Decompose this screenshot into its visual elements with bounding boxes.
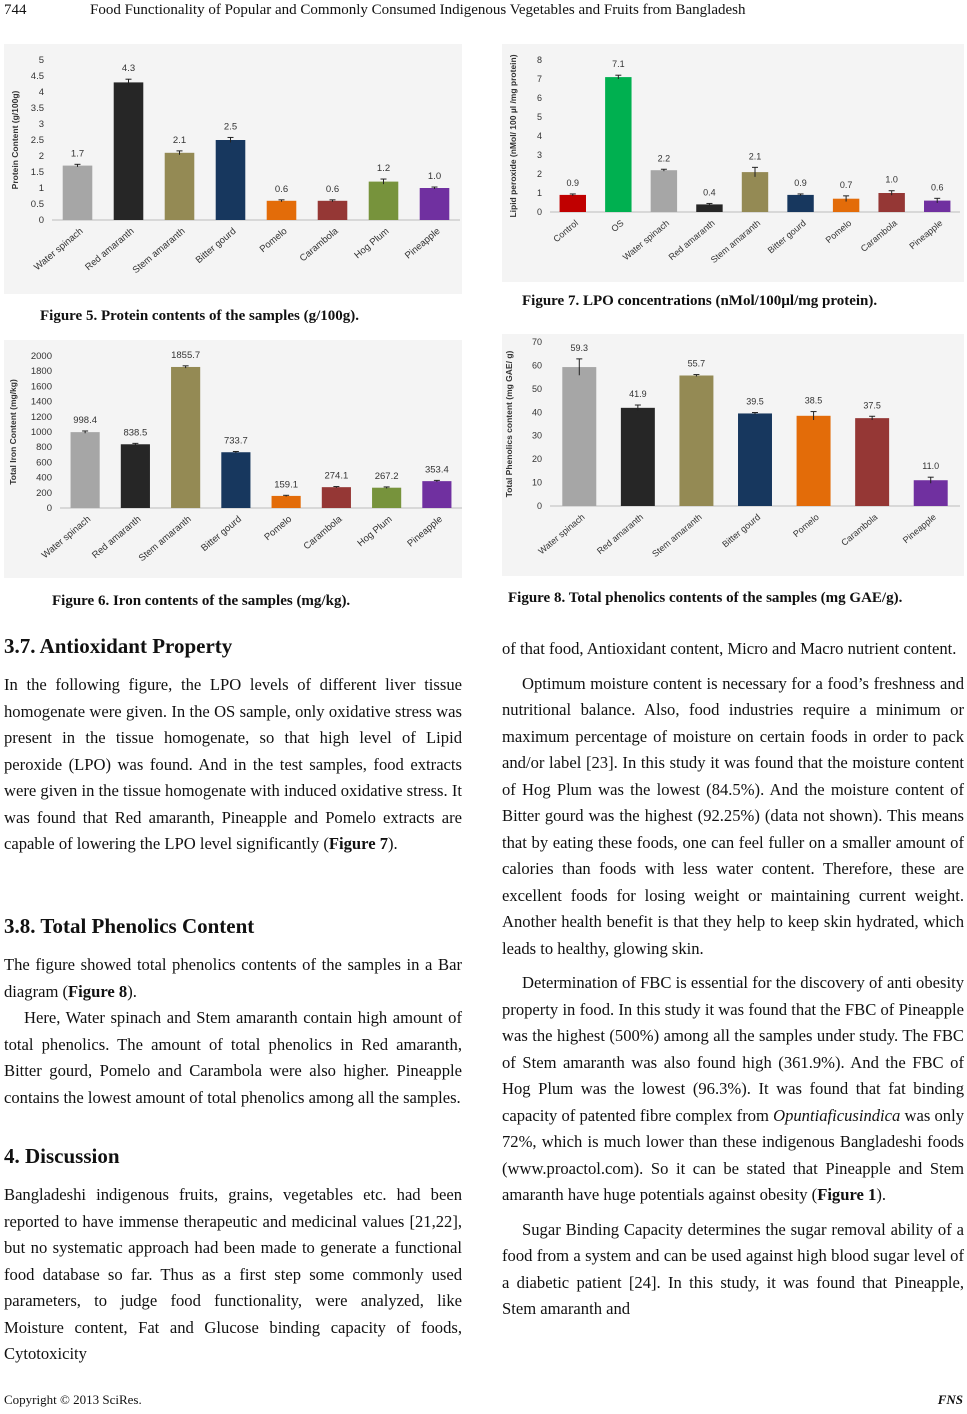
figure-8-chart [502, 334, 964, 576]
data-label: 0.6 [325, 183, 340, 195]
category-label: Red amaranth [666, 217, 717, 263]
data-label: 2.2 [657, 153, 671, 164]
section-3-7-heading: 3.7. Antioxidant Property [4, 634, 233, 658]
bar [372, 488, 401, 508]
bar [171, 367, 200, 508]
data-label: 0.4 [703, 187, 716, 198]
figure-6-caption: Figure 6. Iron contents of the samples (mg/kg). [52, 593, 351, 609]
y-tick-label: 1400 [30, 396, 52, 408]
data-label: 37.5 [863, 400, 881, 411]
y-tick-label: 0 [38, 215, 44, 226]
bar [914, 480, 948, 506]
data-label: 274.1 [324, 470, 349, 482]
data-label: 838.5 [123, 427, 148, 439]
paragraph: Sugar Binding Capacity determines the sugar removal ability of a food from a system and can be used against high blood sugar level of a diabetic patient [24]. In this study, it was found that Pineapple, Stem amaranth and [502, 1219, 964, 1318]
bar [422, 481, 451, 508]
y-axis-title: Total Phenolics content (mg GAE/ g) [504, 350, 514, 498]
bar [679, 376, 713, 506]
y-tick-label: 1600 [30, 381, 52, 393]
category-label: OS [609, 217, 626, 234]
section-3-8-body [4, 952, 462, 1111]
bar [63, 166, 93, 220]
section-3-7-body [4, 672, 462, 858]
data-label: 1.0 [885, 174, 898, 185]
category-label: Carambola [839, 511, 880, 548]
paragraph: of that food, Antioxidant content, Micro and Macro nutrient content. [502, 639, 957, 658]
species-name: Opuntiaficusindica [773, 1105, 901, 1125]
bar [562, 367, 596, 506]
category-label: Pomelo [262, 513, 295, 544]
journal-abbrev: FNS [937, 1392, 963, 1407]
bar [165, 153, 195, 220]
data-label: 11.0 [922, 461, 940, 472]
y-tick-label: 2000 [30, 351, 52, 362]
y-tick-label: 20 [531, 454, 542, 465]
y-tick-label: 10 [531, 477, 542, 488]
figure-7-ref: Figure 7 [328, 834, 389, 853]
bar [121, 444, 150, 508]
figure-7-svg [502, 44, 964, 282]
y-tick-label: 2.5 [30, 135, 44, 146]
category-label: Carambola [301, 513, 345, 553]
category-label: Bitter gourd [720, 511, 763, 550]
category-label: Stem amaranth [136, 513, 194, 565]
y-tick-label: 4 [536, 131, 542, 141]
data-label: 1.7 [70, 148, 85, 160]
bar [696, 204, 722, 212]
data-label: 4.3 [121, 63, 136, 75]
y-tick-label: 3 [38, 119, 44, 130]
y-tick-label: 2 [536, 169, 542, 179]
data-label: 0.7 [839, 179, 853, 190]
category-label: Pomelo [823, 217, 854, 246]
category-label: Carambola [858, 217, 899, 254]
figure-7-chart [502, 44, 964, 282]
data-label: 1855.7 [171, 349, 201, 361]
category-label: Pomelo [257, 225, 290, 256]
data-label: 1.0 [427, 171, 442, 183]
bar [221, 452, 250, 508]
bar [878, 193, 904, 212]
bar [420, 188, 450, 220]
category-label: Control [551, 217, 581, 245]
y-tick-label: 3 [536, 150, 542, 160]
figure-5-svg [4, 44, 462, 294]
bar [114, 82, 144, 220]
data-label: 998.4 [73, 414, 98, 426]
bar [216, 140, 246, 220]
y-tick-label: 30 [531, 430, 542, 441]
category-label: Water spinach [39, 513, 94, 562]
y-tick-label: 1200 [30, 411, 52, 423]
y-axis-title: Lipid peroxide (nMol/ 100 µl /mg protein) [508, 54, 518, 218]
bar [560, 195, 586, 212]
category-label: Water spinach [32, 225, 86, 274]
y-tick-label: 4 [38, 87, 44, 98]
bar [605, 77, 631, 212]
category-label: Red amaranth [90, 513, 144, 561]
data-label: 1.2 [376, 163, 391, 175]
data-label: 2.1 [748, 151, 762, 162]
y-tick-label: 1 [38, 183, 44, 194]
y-tick-label: 1000 [30, 427, 52, 438]
figure-8-ref: Figure 8 [68, 981, 128, 1001]
category-label: Stem amaranth [130, 225, 188, 277]
bar [742, 172, 768, 212]
y-tick-label: 60 [531, 360, 542, 371]
section-3-8-heading: 3.8. Total Phenolics Content [4, 914, 255, 938]
y-tick-label: 6 [536, 93, 542, 103]
data-label: 55.7 [687, 358, 706, 369]
bar [651, 170, 677, 212]
paragraph: Optimum moisture content is necessary for a food’s freshness and nutritional balance. Also, food industries require a minimum or maximum percentage of moisture on certain foods in order to pack and/or label [23]. In this study it was found that the moisture content of Hog Plum was the lowest (84.5%). And the moisture content of Bitter gourd was the highest (92.25%) (data not shown). This means that by eating these foods, one can feel fuller on a smaller amount of calories than foods with less water content. Therefore, these are excellent foods for losing weight or maintaining current weight. Another health benefit is that they help to keep skin hydrated, which leads to healthy, glowing skin. [502, 673, 964, 958]
right-column-body [502, 636, 964, 1323]
bar [797, 416, 831, 506]
section-4-body [4, 1182, 462, 1368]
y-tick-label: 0.5 [30, 199, 44, 210]
paragraph: Here, Water spinach and Stem amaranth contain high amount of total phenolics. The amount of total phenolics in Red amaranth, Bitter gourd, Pomelo and Carambola were also higher. Pineapple contains the lowest amount of total phenolics among all the samples. [4, 1008, 462, 1107]
y-tick-label: 8 [536, 55, 542, 65]
bar [267, 201, 297, 220]
bar [318, 201, 348, 220]
category-label: Stem amaranth [650, 511, 704, 560]
bar [322, 487, 351, 508]
figure-8-svg [502, 334, 964, 576]
y-tick-label: 600 [36, 457, 52, 469]
data-label: 0.9 [794, 177, 807, 188]
data-label: 0.6 [274, 183, 289, 195]
figure-5-caption: Figure 5. Protein contents of the samples (g/100g). [40, 308, 359, 324]
y-tick-label: 5 [38, 55, 44, 66]
data-label: 733.7 [223, 435, 248, 447]
y-tick-label: 800 [36, 442, 52, 454]
y-tick-label: 40 [531, 407, 542, 418]
y-tick-label: 0 [536, 207, 542, 217]
bar [272, 496, 301, 508]
category-label: Water spinach [620, 217, 672, 263]
y-tick-label: 0 [46, 503, 52, 514]
data-label: 159.1 [274, 479, 299, 491]
y-tick-label: 1800 [30, 366, 52, 378]
page-number: 744 [4, 2, 27, 18]
category-label: Bitter gourd [193, 225, 239, 266]
category-label: Stem amaranth [708, 217, 763, 266]
y-tick-label: 70 [531, 337, 542, 347]
y-axis-title: Protein Content (g/100g) [10, 90, 20, 190]
bar [738, 413, 772, 506]
y-tick-label: 1 [536, 188, 542, 198]
figure-5-chart [4, 44, 462, 294]
category-label: Bitter gourd [199, 513, 244, 554]
category-label: Pineapple [900, 511, 938, 546]
data-label: 7.1 [612, 59, 625, 70]
data-label: 0.9 [566, 177, 580, 188]
y-tick-label: 2 [38, 151, 44, 162]
bar [71, 432, 100, 508]
category-label: Hog Plum [352, 225, 392, 262]
paragraph: The figure showed total phenolics contents of the samples in a Bar diagram (Figure 8). [4, 955, 462, 1001]
copyright-notice: Copyright © 2013 SciRes. [4, 1392, 142, 1407]
bar [855, 418, 889, 506]
bar [621, 408, 655, 506]
y-tick-label: 50 [531, 383, 542, 394]
y-tick-label: 7 [536, 74, 542, 84]
y-tick-label: 200 [36, 487, 52, 499]
running-title: Food Functionality of Popular and Commonly Consumed Indigenous Vegetables and Fruits from Bangladesh [90, 2, 746, 18]
data-label: 39.5 [746, 396, 764, 407]
y-tick-label: 0 [536, 501, 542, 511]
category-label: Pineapple [402, 225, 443, 262]
category-label: Water spinach [536, 511, 587, 557]
category-label: Pomelo [791, 511, 821, 540]
data-label: 38.5 [804, 395, 823, 406]
data-label: 41.9 [629, 389, 647, 400]
figure-6-chart [4, 340, 462, 578]
figure-7-caption: Figure 7. LPO concentrations (nMol/100µl/mg protein). [522, 293, 878, 309]
data-label: 59.3 [570, 342, 589, 353]
figure-1-ref: Figure 1 [817, 1185, 877, 1204]
y-tick-label: 1.5 [30, 167, 44, 178]
paragraph: In the following figure, the LPO levels of different liver tissue homogenate were given. In the OS sample, only oxidative stress was present in the tissue homogenate, so that high level of Lipid peroxide (LPO) was found. And in the test samples, food extracts were given in the tissue homogenate with induced oxidative stress. It was found that Red amaranth, Pineapple and Pomelo extracts are capable of lowering the LPO level significantly (Figure 7). [4, 675, 462, 853]
figure-8-caption: Figure 8. Total phenolics contents of the samples (mg GAE/g). [508, 590, 903, 606]
y-tick-label: 4.5 [30, 71, 44, 82]
data-label: 2.1 [172, 134, 187, 146]
category-label: Carambola [297, 225, 341, 265]
y-tick-label: 5 [536, 112, 542, 122]
paragraph: Bangladeshi indigenous fruits, grains, vegetables etc. had been reported to have immense therapeutic and medicinal values [21,22], but no systematic approach had been made to generate a functional food database so far. Thus as a first step some commonly used parameters, to judge food functionality, were analyzed, like Moisture content, Fat and Glucose binding capacity of foods, Cytotoxicity [4, 1185, 462, 1363]
category-label: Bitter gourd [765, 217, 808, 256]
y-axis-title: Total Iron Content (mg/kg) [8, 379, 18, 485]
category-label: Red amaranth [83, 225, 137, 273]
category-label: Red amaranth [595, 511, 646, 557]
bar [787, 195, 813, 212]
data-label: 353.4 [424, 464, 449, 476]
category-label: Pineapple [405, 513, 445, 550]
paragraph: Determination of FBC is essential for the discovery of anti obesity property in food. In this study it was found that the FBC of Pineapple was the highest (500%) among all the samples under study. The FBC of Stem amaranth was also found high (361.9%). And the FBC of Hog Plum was the lowest (96.3%). It was found that fat binding capacity of patented fibre complex from Opuntiaficusindica was only 72%, which is much lower than these indigenous Bangladeshi foods (www.proactol.com). So it can be stated that Pineapple and Stem amaranth have huge potentials against obesity (Figure 1). [502, 973, 964, 1204]
data-label: 267.2 [374, 470, 399, 482]
data-label: 2.5 [223, 121, 238, 133]
figure-6-svg [4, 340, 462, 578]
section-4-heading: 4. Discussion [4, 1144, 120, 1168]
data-label: 0.6 [930, 182, 944, 193]
bar [369, 182, 399, 220]
category-label: Pineapple [907, 217, 945, 252]
y-tick-label: 3.5 [30, 103, 44, 114]
y-tick-label: 400 [36, 472, 52, 484]
category-label: Hog Plum [355, 513, 395, 550]
